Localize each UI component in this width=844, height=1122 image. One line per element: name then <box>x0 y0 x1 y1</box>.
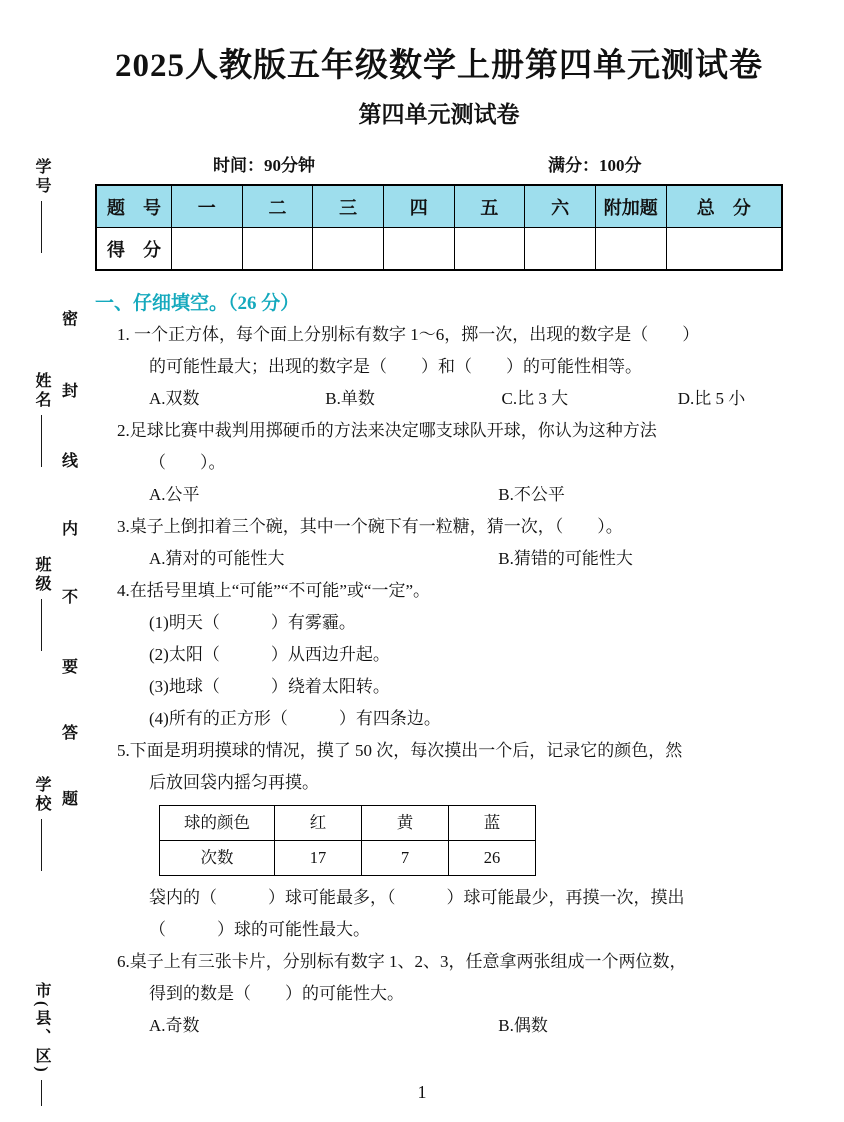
seal-text-char: 内 <box>62 521 79 538</box>
score-cell-empty <box>383 228 454 271</box>
question-6 <box>95 946 783 1042</box>
section-1-title: 一、仔细填空。（26 分） <box>95 293 300 314</box>
score-cell-empty <box>171 228 242 271</box>
score-row-label: 得 分 <box>96 228 171 271</box>
question-subitem: (4)所有的正方形（ ）有四条边。 <box>149 709 441 728</box>
class-label: 班级 <box>33 556 50 594</box>
ball-table-cell: 蓝 <box>449 806 536 841</box>
question-text: 6.桌子上有三张卡片，分别标有数字 1、2、3，任意拿两张组成一个两位数， <box>117 952 687 971</box>
score-header-cell: 三 <box>313 185 384 228</box>
paper-body <box>95 0 783 1042</box>
question-text: 4.在括号里填上“可能”“不可能”或“一定”。 <box>117 581 431 600</box>
seal-text-char: 要 <box>62 659 79 676</box>
blank-line <box>41 819 43 871</box>
question-options <box>95 543 783 575</box>
option-c: C.比 3 大 <box>501 389 569 408</box>
score-table-header-row <box>96 185 782 228</box>
option-a: A.双数 <box>149 389 200 408</box>
class-field <box>30 556 53 651</box>
question-options <box>95 479 783 511</box>
question-options <box>95 383 783 415</box>
ball-table-cell: 次数 <box>160 841 275 876</box>
question-text: 的可能性最大；出现的数字是（ ）和（ ）的可能性相等。 <box>149 357 642 376</box>
score-header-cell: 五 <box>454 185 525 228</box>
ball-table-header-row <box>160 806 536 841</box>
city-county-label: 市(县、区) <box>33 982 50 1075</box>
question-options <box>95 1010 783 1042</box>
page-title: 2025人教版五年级数学上册第四单元测试卷 <box>115 48 763 84</box>
question-subitem: (2)太阳（ ）从西边升起。 <box>149 645 390 664</box>
option-b: B.单数 <box>325 389 375 408</box>
ball-table-cell: 26 <box>449 841 536 876</box>
question-text: 3.桌子上倒扣着三个碗，其中一个碗下有一粒糖，猜一次，（ ）。 <box>117 517 623 536</box>
score-cell-empty <box>313 228 384 271</box>
question-text: 得到的数是（ ）的可能性大。 <box>149 984 404 1003</box>
score-cell-empty <box>454 228 525 271</box>
score-header-cell: 一 <box>171 185 242 228</box>
score-cell-empty <box>666 228 782 271</box>
score-cell-empty <box>242 228 313 271</box>
full-score-label: 满分：100分 <box>548 156 642 175</box>
score-header-cell: 题 号 <box>96 185 171 228</box>
ball-table-cell: 17 <box>275 841 362 876</box>
score-table-score-row <box>96 228 782 271</box>
option-a: A.奇数 <box>149 1016 200 1035</box>
score-header-cell: 总 分 <box>666 185 782 228</box>
seal-text-char: 答 <box>62 725 79 742</box>
question-text: 5.下面是玥玥摸球的情况，摸了 50 次，每次摸出一个后，记录它的颜色，然 <box>117 741 683 760</box>
option-a: A.猜对的可能性大 <box>149 549 285 568</box>
question-text: 后放回袋内摇匀再摸。 <box>149 773 319 792</box>
seal-text-char: 线 <box>62 453 79 470</box>
seal-text-char: 封 <box>62 383 79 400</box>
score-header-cell: 六 <box>525 185 596 228</box>
blank-line <box>41 599 43 651</box>
time-label: 时间：90分钟 <box>213 156 315 175</box>
question-text: （ ）。 <box>149 453 226 472</box>
subtitle: 第四单元测试卷 <box>358 102 520 127</box>
question-1 <box>95 319 783 415</box>
blank-line <box>41 415 43 467</box>
ball-table-cell: 黄 <box>362 806 449 841</box>
score-table <box>95 184 783 271</box>
student-number-field <box>30 158 53 253</box>
page-number: 1 <box>417 1082 427 1102</box>
score-header-cell: 附加题 <box>595 185 666 228</box>
score-cell-empty <box>525 228 596 271</box>
ball-color-table <box>159 805 536 876</box>
exam-info-row <box>95 154 783 178</box>
option-b: B.猜错的可能性大 <box>498 549 633 568</box>
school-field <box>30 776 53 871</box>
blank-line <box>41 201 43 253</box>
question-text: （ ）球的可能性最大。 <box>149 920 370 939</box>
question-4 <box>95 575 783 735</box>
seal-text-char: 密 <box>62 311 79 328</box>
seal-text-char: 不 <box>62 589 79 606</box>
option-b: B.不公平 <box>498 485 565 504</box>
option-b: B.偶数 <box>498 1016 548 1035</box>
question-text: 袋内的（ ）球可能最多，（ ）球可能最少，再摸一次，摸出 <box>149 888 685 907</box>
question-5 <box>95 735 783 946</box>
question-subitem: (1)明天（ ）有雾霾。 <box>149 613 356 632</box>
score-header-cell: 二 <box>242 185 313 228</box>
question-text: 1. 一个正方体，每个面上分别标有数字 1～6，掷一次，出现的数字是（ ） <box>117 325 700 344</box>
binding-margin <box>0 0 92 1122</box>
score-header-cell: 四 <box>383 185 454 228</box>
score-cell-empty <box>595 228 666 271</box>
name-label: 姓名 <box>33 372 50 410</box>
ball-table-count-row <box>160 841 536 876</box>
ball-table-cell: 球的颜色 <box>160 806 275 841</box>
school-label: 学校 <box>33 776 50 814</box>
option-d: D.比 5 小 <box>677 389 746 408</box>
seal-text-char: 题 <box>62 791 79 808</box>
name-field <box>30 372 53 467</box>
ball-table-cell: 7 <box>362 841 449 876</box>
question-text: 2.足球比赛中裁判用掷硬币的方法来决定哪支球队开球，你认为这种方法 <box>117 421 657 440</box>
question-2 <box>95 415 783 511</box>
option-a: A.公平 <box>149 485 200 504</box>
student-number-label: 学号 <box>33 158 50 196</box>
question-3 <box>95 511 783 575</box>
ball-table-cell: 红 <box>275 806 362 841</box>
question-subitem: (3)地球（ ）绕着太阳转。 <box>149 677 390 696</box>
